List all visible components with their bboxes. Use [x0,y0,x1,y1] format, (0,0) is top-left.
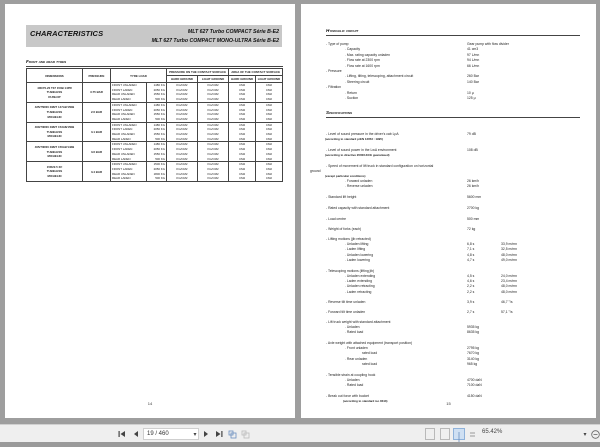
tyre-pressure: 3.1 BAR [83,122,111,142]
spec-label: . Rear unladen [345,357,368,361]
hydraulic-value: 125 µ [467,96,476,100]
load-value: 1500 KG [147,162,167,167]
spec-value-secondary: 33,9 m/mn [501,242,518,246]
spec-value: 7100 daN [467,383,482,387]
hydraulic-value: 140 Bar [467,79,479,84]
next-view-icon [241,430,250,439]
page-14 [5,4,295,418]
tyres-table [26,68,283,182]
hydraulic-label: . Suction [345,96,359,100]
spec-value: 79 dB [467,132,476,136]
zoom-dropdown-button[interactable] [582,427,588,441]
contact-value: CM2 [255,117,282,122]
table-row [27,83,283,88]
spec-value-secondary: 49,0 m/mn [501,258,518,262]
tyre-dimension [27,83,83,103]
load-condition: REAR UNLADEN [111,112,147,117]
spec-label: . Rated load [345,330,364,334]
hydraulic-value: 94 L/mn [467,58,480,63]
page-number: 15 [446,401,451,406]
spec-value: 26 km/h [467,179,480,183]
load-condition: FRONT UNLADEN [111,122,147,127]
continuous-view-button[interactable] [440,428,450,440]
dimension-line: 15R22.5 XF [46,164,63,169]
page-number: 14 [147,401,153,406]
dimension-line: TUBELESS [46,90,63,95]
dimension-line: TUBELESS [46,169,63,174]
contact-value: KG/CM2 [197,157,228,162]
contact-value: KG/CM2 [197,162,228,167]
zoom-out-button[interactable] [590,427,600,441]
contact-value: CM2 [255,92,282,97]
contact-value: CM2 [255,172,282,177]
tyre-pressure: 2.6 BAR [83,102,111,122]
spec-value: 7,1 s [467,247,475,251]
model-subtitle-2: MLT 627 Turbo COMPACT MONO-ULTRA Série B-E2 [151,38,279,44]
hydraulic-value: 66 L/mn [467,63,480,68]
contact-value: KG/CM2 [167,172,198,177]
spec-value: 4,7 s [467,258,475,262]
spec-label: - Speed of movement of lift truck in standard configuration on horizontal [326,164,434,168]
facing-continuous-view-button[interactable] [468,427,477,441]
table-row [27,102,283,107]
load-condition: REAR LADEN [111,176,147,181]
load-condition: FRONT UNLADEN [111,162,147,167]
tyre-dimension [27,102,83,122]
contact-value: CM2 [229,162,256,167]
contact-value: KG/CM2 [167,162,198,167]
contact-value: KG/CM2 [197,102,228,107]
hydraulic-label: - Filtration [326,85,342,90]
load-condition: REAR UNLADEN [111,152,147,157]
hydraulic-label: . Flow rate at 2300 rpm [345,58,380,63]
contact-value: KG/CM2 [167,122,198,127]
load-condition: REAR LADEN [111,117,147,122]
load-value: 1480 KG [147,83,167,88]
zoom-level[interactable]: 65.42% [482,429,503,435]
spec-value: 4,5 s [467,274,475,278]
contact-value: CM2 [255,167,282,172]
spec-value: 7670 kg [467,351,480,355]
page-dropdown-button[interactable] [192,427,198,441]
hydraulic-section-title: Hydraulic circuit [326,28,359,33]
col-hard-ground-2: HARD GROUND [229,76,256,83]
load-value: 2050 KG [147,167,167,172]
spec-label: . Unladen extending [345,274,376,278]
spec-label: - Weight of forks (each) [326,227,362,231]
contact-value: CM2 [229,167,256,172]
dimension-line: 400/70R20 XM27 153A8/150B [34,125,75,130]
load-value: 1550 KG [147,92,167,97]
page-number-input[interactable]: 19 / 460 [143,428,199,440]
single-page-view-button[interactable] [425,428,435,440]
spec-label: . Unladen lifting [345,242,369,246]
spec-label: . Laden extending [345,279,372,283]
load-value: 2050 KG [147,108,167,113]
contact-value: KG/CM2 [167,88,198,93]
load-condition: FRONT LADEN [111,108,147,113]
contact-value: KG/CM2 [197,108,228,113]
dimension-line: TUBELESS [46,149,63,154]
col-light-ground-1: LIGHT GROUND [197,76,228,83]
dimension-line: MICHELIN [47,114,62,119]
dropdown-icon: ▾ [583,431,587,438]
spec-label: . Unladen lowering [345,253,374,257]
col-tyre-load: TYRE LOAD [111,69,167,83]
contact-value: CM2 [229,157,256,162]
specifications-section-title: Specifications [326,110,353,115]
contact-value: KG/CM2 [167,132,198,137]
contact-value: KG/CM2 [167,167,198,172]
spec-label: - Level of sound pressure in the driver's cab LpA [326,132,399,136]
contact-value: KG/CM2 [167,112,198,117]
tyre-pressure: 3.4 BAR [83,162,111,182]
contact-value: CM2 [229,88,256,93]
spec-value: 26 km/h [467,184,480,188]
dimension-line: 400/70-20 T37 150B 14PR [37,85,72,90]
dimension-line: 425/75R20 XM27 147A2/150B [34,105,75,110]
contact-value: KG/CM2 [197,117,228,122]
contact-value: CM2 [255,147,282,152]
spec-label: - Axle weight with attached equipment (transport position) [326,341,413,345]
spec-label: . Front unladen [345,346,368,350]
spec-label: - Rated capacity with standard attachment [326,206,390,210]
dimension-line: DUNLOP [48,94,61,99]
contact-value: CM2 [255,132,282,137]
spec-value: 72 kg [467,227,476,231]
section-divider [326,117,580,118]
spec-value-secondary: 48,0 m/mn [501,290,518,294]
spec-label: rated load [362,362,378,366]
contact-value: KG/CM2 [167,142,198,147]
spec-label: - Standard lift height [326,195,357,199]
contact-value: CM2 [255,137,282,142]
spec-label: . Reverse unladen [345,184,373,188]
contact-value: KG/CM2 [197,88,228,93]
contact-value: KG/CM2 [167,157,198,162]
load-value: 500 KG [147,117,167,122]
spec-value: 3140 kg [467,357,480,361]
page-15 [301,4,596,418]
spec-label: - Reverse tilt time unladen [326,300,366,304]
characteristics-title: CHARACTERISTICS [30,29,104,38]
load-value: 500 KG [147,137,167,142]
load-condition: FRONT LADEN [111,167,147,172]
spec-label: (according to standard iso 8313) [343,399,388,403]
load-condition: REAR LADEN [111,137,147,142]
contact-value: KG/CM2 [197,132,228,137]
contact-value: CM2 [255,152,282,157]
tyre-dimension [27,122,83,142]
spec-label: . Unladen [345,378,360,382]
spec-label: - Forward tilt time unladen [326,310,366,314]
spec-value: 500 mm [467,217,480,221]
hydraulic-label: . Return [345,90,358,95]
contact-value: CM2 [255,108,282,113]
load-value: 500 KG [147,97,167,102]
spec-value: 4,6 s [467,279,475,283]
load-value: 500 KG [147,157,167,162]
spec-label: - Telescoping motions (lifting jib) [326,269,375,273]
col-light-ground-2: LIGHT GROUND [255,76,282,83]
load-value: 1550 KG [147,132,167,137]
contact-value: KG/CM2 [197,83,228,88]
spec-label: rated load [362,351,378,355]
spec-label: . Rated load [345,383,364,387]
load-value: 1800 KG [147,172,167,177]
spec-label: . Unladen [345,325,360,329]
col-pressure: PRESSURE [83,69,111,83]
contact-value: CM2 [229,147,256,152]
contact-value: CM2 [229,117,256,122]
dimension-line: TUBELESS [46,129,63,134]
spec-value: 2700 kg [467,206,480,210]
load-value: 1480 KG [147,102,167,107]
section-divider [326,35,580,36]
spec-value: 4,8 s [467,253,475,257]
hydraulic-value: 10 µ [467,90,474,95]
col-dimensions: DIMENSIONS [27,69,83,83]
contact-value: KG/CM2 [197,172,228,177]
load-condition: FRONT UNLADEN [111,83,147,88]
contact-value: KG/CM2 [197,167,228,172]
load-condition: REAR LADEN [111,97,147,102]
spec-label: - Break out force with bucket [326,394,369,398]
contact-value: CM2 [229,137,256,142]
load-condition: REAR UNLADEN [111,92,147,97]
contact-value: CM2 [255,127,282,132]
contact-value: CM2 [229,102,256,107]
tyre-dimension [27,142,83,162]
contact-value: CM2 [229,108,256,113]
col-hard-ground-1: HARD GROUND [167,76,198,83]
spec-value-secondary: 32,5 m/mn [501,247,518,251]
hydraulic-label: . Max. rating capacity unladen [345,52,391,57]
contact-value: CM2 [229,92,256,97]
dimension-line: 405/70R20 XM27 156A2/142B [34,144,75,149]
contact-value: KG/CM2 [197,97,228,102]
last-page-icon [215,430,223,438]
spec-value-secondary: 48,0 m/mn [501,253,518,257]
hydraulic-value: 260 Bar [467,74,479,79]
contact-value: CM2 [255,162,282,167]
spec-value: 5600 mm [467,195,482,199]
contact-value: CM2 [229,172,256,177]
prev-page-icon [133,430,139,438]
contact-value: CM2 [229,97,256,102]
contact-value: KG/CM2 [167,117,198,122]
contact-value: CM2 [229,112,256,117]
spec-value: 8635 kg [467,330,480,334]
contact-value: CM2 [255,122,282,127]
load-condition: FRONT UNLADEN [111,102,147,107]
characteristics-header [26,25,282,47]
contact-value: CM2 [229,83,256,88]
spec-label: - Tensible strain at coupling hook [326,373,376,377]
load-value: 2050 KG [147,127,167,132]
load-condition: REAR UNLADEN [111,132,147,137]
spec-label: (according to standard prEN 12053 : 1995) [325,137,383,141]
contact-value: CM2 [229,176,256,181]
spec-label: (except particular conditions) [325,174,366,178]
contact-value: KG/CM2 [167,152,198,157]
spec-label: ground [310,169,321,173]
col-pressure-contact: PRESSURE ON THE CONTACT SURFACE [167,69,229,76]
tyres-section-title: Front and rear tyres [26,59,67,64]
two-page-icon [454,432,464,442]
spec-value-secondary: 24,0 m/mn [501,274,518,278]
prev-page-button[interactable] [131,427,140,441]
contact-value: CM2 [229,142,256,147]
spec-value: 4150 daN [467,394,482,398]
spec-value: 2,2 s [467,284,475,288]
dimension-line: TUBELESS [46,109,63,114]
load-value: 1480 KG [147,142,167,147]
spec-label: . Laden lowering [345,258,370,262]
tyre-dimension [27,162,83,182]
dimension-line: MICHELIN [47,134,62,139]
dimension-line: MICHELIN [47,173,62,178]
contact-value: CM2 [255,102,282,107]
first-page-icon [118,430,126,438]
contact-value: CM2 [255,176,282,181]
go-back-view-button[interactable] [227,427,237,441]
spec-value: 2795 kg [467,346,480,350]
load-value: 1550 KG [147,112,167,117]
spec-value: 965 kg [467,362,478,366]
navigation-toolbar [0,424,600,442]
contact-value: KG/CM2 [167,92,198,97]
hydraulic-label: . Flow rate at 1600 rpm [345,63,380,68]
hydraulic-value: 97 L/mn [467,52,480,57]
contact-value: KG/CM2 [197,122,228,127]
contact-value: KG/CM2 [167,127,198,132]
contact-value: CM2 [229,132,256,137]
contact-value: CM2 [255,157,282,162]
two-page-continuous-icon: ≣ [469,429,476,439]
load-condition: FRONT LADEN [111,147,147,152]
load-condition: REAR LADEN [111,157,147,162]
hydraulic-label: - Type of pump [326,42,349,46]
load-value: 500 KG [147,176,167,181]
contact-value: KG/CM2 [167,102,198,107]
load-value: 1550 KG [147,152,167,157]
spec-label: . Forward unladen [345,179,373,183]
contact-value: KG/CM2 [167,147,198,152]
hydraulic-value: Gear pump with flow divider [467,42,509,46]
go-forward-view-button[interactable] [240,427,250,441]
load-condition: FRONT LADEN [111,127,147,132]
contact-value: KG/CM2 [197,147,228,152]
previous-view-icon [228,430,237,439]
spec-value-secondary: 46,7 °/s [501,300,513,304]
next-page-icon [203,430,209,438]
spec-value: 2,2 s [467,290,475,294]
dropdown-icon: ▾ [193,431,197,438]
contact-value: KG/CM2 [167,83,198,88]
contact-value: KG/CM2 [167,176,198,181]
spec-value-secondary: 23,4 m/mn [501,279,518,283]
contact-value: KG/CM2 [167,97,198,102]
contact-value: CM2 [255,97,282,102]
tyre-pressure: 3.75 BAR [83,83,111,103]
contact-value: KG/CM2 [197,137,228,142]
spec-label: (according to directive 2000/14/CE guaranteed) [325,153,390,157]
contact-value: CM2 [229,152,256,157]
load-condition: REAR UNLADEN [111,172,147,177]
contact-value: KG/CM2 [167,108,198,113]
load-value: 1480 KG [147,122,167,127]
spec-value: 3,9 s [467,300,475,304]
contact-value: KG/CM2 [167,137,198,142]
contact-value: KG/CM2 [197,127,228,132]
two-page-view-button[interactable] [453,428,465,440]
spec-value-secondary: 48,0 m/mn [501,284,518,288]
section-divider [26,66,283,67]
hydraulic-label: . Lifting, tilting, telescoping, attachment circuit [345,74,414,79]
dimension-line: MICHELIN [47,154,62,159]
zoom-out-icon [591,430,600,439]
load-condition: FRONT LADEN [111,88,147,93]
spec-label: . Laden retracting [345,290,372,294]
col-area-contact: AREA OF THE CONTACT SURFACE [229,69,283,76]
load-condition: FRONT UNLADEN [111,142,147,147]
hydraulic-value: 41 cm3 [467,47,479,52]
contact-value: KG/CM2 [197,152,228,157]
contact-value: CM2 [255,112,282,117]
spec-value: 5935 kg [467,325,480,329]
spec-label: . Laden lifting [345,247,366,251]
spec-value: 2,7 s [467,310,475,314]
spec-value: 6,8 s [467,242,475,246]
hydraulic-label: . Steering circuit [345,79,370,84]
last-page-button[interactable] [214,427,224,441]
contact-value: KG/CM2 [197,142,228,147]
contact-value: KG/CM2 [197,176,228,181]
spec-label: - Level of sound power in the LwA environment [326,148,397,152]
tyre-pressure: 3.6 BAR [83,142,111,162]
spec-label: - Lift truck weight with standard attachment [326,320,391,324]
spec-label: . Unladen retracting [345,284,375,288]
spec-label: - Lifting motions (jib retracted) [326,237,371,241]
spec-value: 108 dB [467,148,478,152]
contact-value: CM2 [255,88,282,93]
contact-value: KG/CM2 [197,92,228,97]
contact-value: CM2 [229,122,256,127]
load-value: 2050 KG [147,88,167,93]
contact-value: CM2 [255,83,282,88]
spec-label: - Load centre [326,217,346,221]
load-value: 2050 KG [147,147,167,152]
contact-value: CM2 [229,127,256,132]
spec-value-secondary: 57,1 °/s [501,310,513,314]
contact-value: CM2 [255,142,282,147]
hydraulic-label: - Pressure [326,69,342,73]
next-page-button[interactable] [201,427,210,441]
hydraulic-label: . Capacity [345,47,361,52]
first-page-button[interactable] [117,427,127,441]
spec-value: 4700 daN [467,378,482,382]
contact-value: KG/CM2 [197,112,228,117]
model-subtitle-1: MLT 627 Turbo COMPACT Série B-E2 [187,29,279,35]
